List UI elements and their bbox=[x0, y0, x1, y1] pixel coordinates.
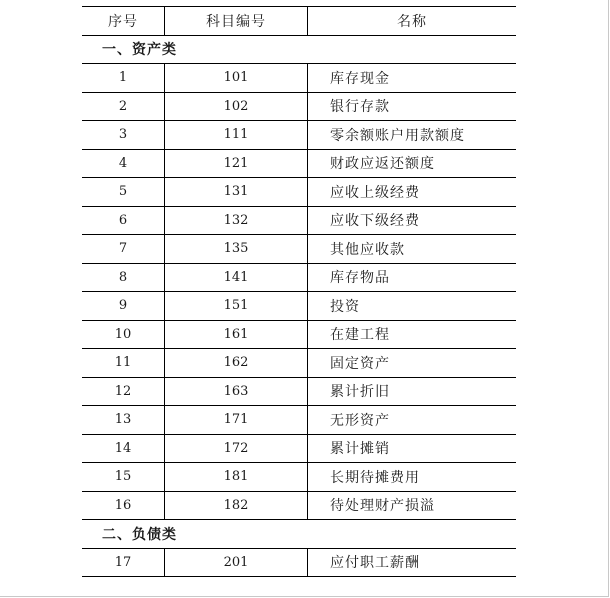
table-row bbox=[82, 463, 516, 492]
cell-name: 其他应收款 bbox=[330, 241, 405, 258]
cell-name: 财政应返还额度 bbox=[330, 156, 435, 173]
header-seq: 序号 bbox=[82, 7, 165, 35]
cell-name: 银行存款 bbox=[330, 99, 390, 116]
table-row bbox=[82, 378, 516, 407]
cell-seq: 14 bbox=[82, 435, 165, 463]
cell-code: 141 bbox=[165, 264, 308, 292]
cell-name: 固定资产 bbox=[330, 355, 390, 372]
table-row bbox=[82, 321, 516, 350]
cell-name: 长期待摊费用 bbox=[330, 469, 420, 486]
cell-seq: 15 bbox=[82, 463, 165, 491]
table-row bbox=[82, 150, 516, 179]
cell-name: 应付职工薪酬 bbox=[330, 555, 420, 572]
table-row bbox=[82, 207, 516, 236]
header-name: 名称 bbox=[397, 13, 427, 30]
header-code: 科目编号 bbox=[165, 7, 308, 35]
table-row bbox=[82, 93, 516, 122]
section-title: 一、资产类 bbox=[102, 42, 177, 59]
cell-name: 累计折旧 bbox=[330, 384, 390, 401]
section-row bbox=[82, 520, 516, 549]
cell-name: 待处理财产损溢 bbox=[330, 498, 435, 515]
cell-code: 101 bbox=[165, 64, 308, 92]
cell-seq: 5 bbox=[82, 178, 165, 206]
cell-seq: 1 bbox=[82, 64, 165, 92]
cell-code: 181 bbox=[165, 463, 308, 491]
account-table bbox=[82, 6, 516, 577]
cell-name: 无形资产 bbox=[330, 412, 390, 429]
table-row bbox=[82, 235, 516, 264]
cell-seq: 4 bbox=[82, 150, 165, 178]
cell-seq: 2 bbox=[82, 93, 165, 121]
cell-name: 应收下级经费 bbox=[330, 213, 420, 230]
cell-name: 库存现金 bbox=[330, 70, 390, 87]
cell-seq: 13 bbox=[82, 406, 165, 434]
cell-seq: 3 bbox=[82, 121, 165, 149]
cell-code: 121 bbox=[165, 150, 308, 178]
cell-code: 151 bbox=[165, 292, 308, 320]
section-row bbox=[82, 36, 516, 65]
table-row bbox=[82, 549, 516, 578]
cell-seq: 8 bbox=[82, 264, 165, 292]
cell-seq: 7 bbox=[82, 235, 165, 263]
cell-seq: 11 bbox=[82, 349, 165, 377]
cell-code: 171 bbox=[165, 406, 308, 434]
cell-code: 102 bbox=[165, 93, 308, 121]
cell-seq: 10 bbox=[82, 321, 165, 349]
cell-code: 172 bbox=[165, 435, 308, 463]
table-row bbox=[82, 435, 516, 464]
section-title: 二、负债类 bbox=[102, 526, 177, 543]
cell-seq: 16 bbox=[82, 492, 165, 520]
table-row bbox=[82, 264, 516, 293]
cell-code: 163 bbox=[165, 378, 308, 406]
cell-code: 182 bbox=[165, 492, 308, 520]
cell-code: 161 bbox=[165, 321, 308, 349]
cell-name: 零余额账户用款额度 bbox=[330, 127, 465, 144]
cell-seq: 6 bbox=[82, 207, 165, 235]
table-header bbox=[82, 7, 516, 36]
cell-name: 应收上级经费 bbox=[330, 184, 420, 201]
table-row bbox=[82, 349, 516, 378]
table-row bbox=[82, 121, 516, 150]
table-row bbox=[82, 492, 516, 521]
cell-name: 投资 bbox=[330, 298, 360, 315]
cell-name: 库存物品 bbox=[330, 270, 390, 287]
table-row bbox=[82, 406, 516, 435]
cell-code: 132 bbox=[165, 207, 308, 235]
cell-seq: 17 bbox=[82, 549, 165, 577]
cell-code: 135 bbox=[165, 235, 308, 263]
cell-seq: 12 bbox=[82, 378, 165, 406]
table-row bbox=[82, 292, 516, 321]
cell-code: 201 bbox=[165, 549, 308, 577]
cell-name: 在建工程 bbox=[330, 327, 390, 344]
cell-code: 162 bbox=[165, 349, 308, 377]
table-row bbox=[82, 64, 516, 93]
cell-code: 111 bbox=[165, 121, 308, 149]
cell-name: 累计摊销 bbox=[330, 441, 390, 458]
cell-code: 131 bbox=[165, 178, 308, 206]
table-row bbox=[82, 178, 516, 207]
cell-seq: 9 bbox=[82, 292, 165, 320]
